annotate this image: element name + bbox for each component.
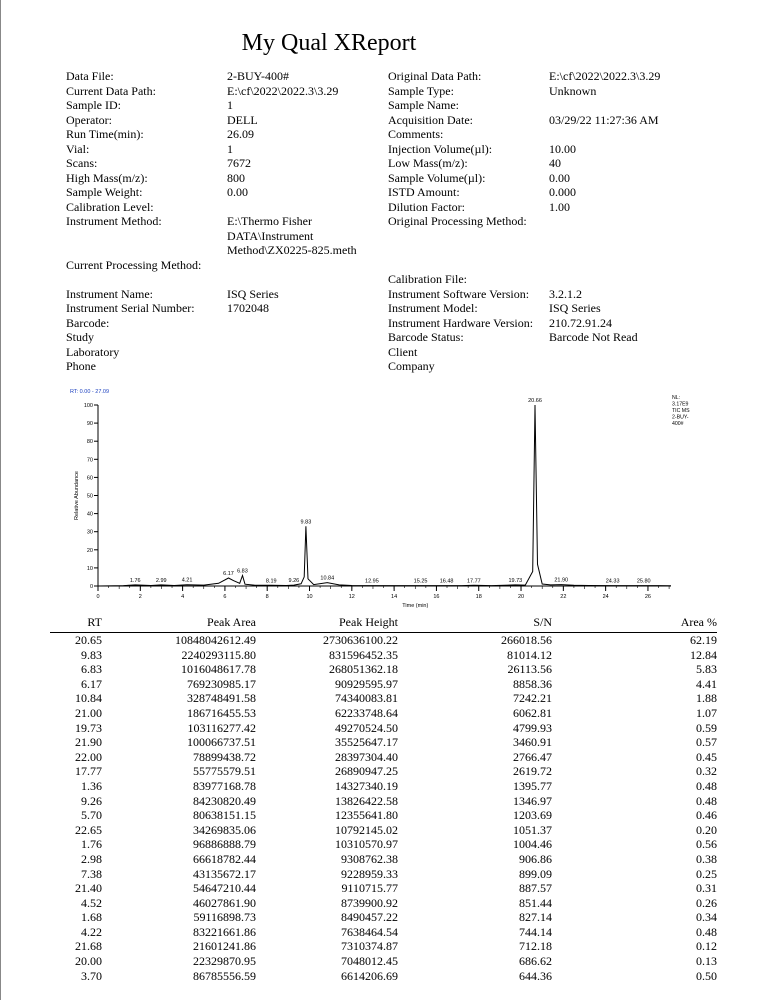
cell-peak-height: 74340083.81: [335, 691, 398, 706]
y-tick-label: 90: [86, 421, 93, 428]
cell-peak-height: 10792145.02: [335, 822, 398, 837]
meta-label: Run Time(min):: [66, 127, 144, 141]
cell-sn: 4799.93: [513, 720, 552, 735]
cell-peak-height: 8739900.92: [341, 895, 398, 910]
meta-label: [66, 229, 201, 244]
peak-label: 16.48: [439, 578, 454, 585]
cell-peak-height: 13826422.58: [335, 793, 398, 808]
y-tick-label: 100: [83, 403, 93, 409]
rt-range-label: RT: 0.00 - 27.09: [70, 389, 110, 395]
meta-label: Vial:: [66, 141, 90, 156]
meta-left-labels: [66, 69, 201, 374]
meta-value: 40: [549, 156, 561, 170]
nl-info-line: NL:: [672, 395, 681, 401]
peak-label: 9.83: [300, 519, 312, 526]
cell-peak-area: 34269835.06: [193, 822, 256, 837]
meta-value: 3.2.1.2: [549, 286, 582, 301]
cell-peak-area: 84230820.49: [193, 793, 256, 808]
table-row: [50, 633, 717, 648]
meta-right-labels: [388, 69, 533, 374]
meta-value: 1.00: [549, 199, 570, 214]
cell-rt: 19.73: [75, 720, 102, 735]
cell-rt: 17.77: [75, 764, 102, 779]
meta-label: Sample Type:: [388, 83, 454, 98]
table-row: [50, 808, 717, 823]
meta-value: Barcode Not Read: [549, 330, 638, 344]
cell-peak-height: 14327340.19: [335, 778, 398, 793]
peak-label: 17.77: [466, 578, 481, 585]
x-tick-label: 8: [265, 594, 269, 600]
table-row: [50, 750, 717, 765]
meta-value: 03/29/22 11:27:36 AM: [549, 112, 659, 127]
cell-peak-height: 2730636100.22: [323, 633, 398, 647]
meta-value: 1702048: [227, 301, 269, 315]
cell-sn: 8858.36: [513, 676, 552, 691]
meta-label: Sample Weight:: [66, 185, 143, 199]
cell-peak-area: 83221661.86: [193, 924, 256, 939]
cell-area-pct: 0.32: [696, 764, 717, 779]
meta-value: [549, 127, 660, 142]
meta-value: 7672: [227, 156, 251, 170]
peak-table-body: [50, 633, 717, 984]
cell-sn: 686.62: [519, 954, 552, 969]
report-title: [0, 30, 758, 57]
cell-rt: 22.00: [75, 749, 102, 764]
meta-value: [227, 258, 357, 273]
cell-peak-height: 28397304.40: [335, 749, 398, 764]
cell-area-pct: 0.50: [696, 968, 717, 983]
cell-rt: 21.40: [75, 881, 102, 896]
meta-label: Dilution Factor:: [388, 199, 465, 214]
meta-label: Phone: [66, 359, 96, 373]
y-axis-label: Relative Abundance: [74, 471, 80, 520]
cell-peak-area: 80638151.15: [193, 808, 256, 823]
cell-rt: 7.38: [81, 866, 102, 881]
meta-label: Instrument Name:: [66, 286, 153, 301]
meta-label: Acquisition Date:: [388, 112, 473, 127]
meta-label: [66, 243, 201, 258]
y-tick-label: 80: [86, 439, 93, 446]
cell-peak-height: 90929595.97: [335, 676, 398, 691]
meta-value: E:\cf\2022\2022.3\3.29: [227, 83, 339, 98]
meta-value: 800: [227, 170, 245, 185]
peak-label: 24.33: [605, 578, 620, 585]
x-tick-label: 26: [644, 594, 652, 600]
cell-peak-area: 86785556.59: [193, 968, 256, 983]
cell-peak-height: 9308762.38: [341, 851, 398, 866]
meta-label: Instrument Hardware Version:: [388, 315, 534, 330]
header-rt: RT: [87, 614, 102, 629]
cell-rt: 4.52: [81, 895, 102, 910]
meta-value: DELL: [227, 112, 258, 127]
nl-info-line: 2-BUY-: [672, 414, 689, 421]
x-tick-label: 12: [348, 594, 355, 600]
cell-area-pct: 5.83: [696, 662, 717, 677]
cell-peak-area: 59116898.73: [193, 910, 256, 925]
cell-sn: 827.14: [519, 910, 552, 925]
cell-peak-height: 6614206.69: [341, 968, 398, 983]
meta-value: 0.000: [549, 185, 576, 199]
meta-value: [549, 243, 660, 258]
x-tick-label: 4: [181, 594, 185, 600]
meta-label: Barcode Status:: [388, 330, 464, 344]
meta-label: Operator:: [66, 112, 112, 127]
peak-label: 2.99: [155, 577, 167, 584]
cell-peak-height: 7048012.45: [341, 954, 398, 969]
cell-peak-height: 12355641.80: [335, 808, 398, 823]
table-row: [50, 837, 717, 852]
meta-label: [388, 229, 533, 244]
cell-rt: 5.70: [81, 808, 102, 823]
cell-rt: 1.68: [81, 910, 102, 925]
meta-label: Instrument Software Version:: [388, 286, 530, 301]
cell-peak-area: 769230985.17: [187, 676, 256, 691]
nl-info-line: 400#: [672, 421, 684, 427]
x-tick-label: 0: [96, 594, 100, 600]
cell-rt: 21.90: [75, 735, 102, 750]
cell-sn: 887.57: [519, 881, 552, 896]
cell-peak-height: 9110715.77: [341, 881, 398, 896]
cell-peak-area: 10848042612.49: [175, 633, 256, 647]
table-row: [50, 867, 717, 882]
cell-peak-area: 186716455.53: [187, 705, 256, 720]
cell-area-pct: 0.48: [696, 778, 717, 793]
cell-peak-area: 22329870.95: [193, 954, 256, 969]
cell-rt: 1.76: [81, 837, 102, 852]
cell-sn: 6062.81: [513, 705, 552, 720]
cell-sn: 899.09: [519, 866, 552, 881]
cell-peak-area: 43135672.17: [193, 866, 256, 881]
meta-label: Low Mass(m/z):: [388, 156, 468, 170]
y-tick-label: 40: [86, 511, 93, 518]
table-row: [50, 794, 717, 809]
table-row: [50, 691, 717, 706]
header-area-pct: Area %: [680, 614, 717, 629]
peak-label: 4.21: [181, 577, 193, 584]
x-tick-label: 10: [306, 594, 313, 600]
cell-area-pct: 62.19: [690, 633, 717, 647]
meta-label: Barcode:: [66, 315, 110, 330]
peak-label: 8.19: [265, 578, 277, 585]
cell-peak-area: 1016048617.78: [181, 662, 256, 677]
cell-sn: 644.36: [519, 968, 552, 983]
meta-label: Original Processing Method:: [388, 214, 527, 228]
cell-sn: 266018.56: [501, 633, 552, 647]
cell-sn: 81014.12: [507, 647, 552, 662]
meta-label: Data File:: [66, 69, 114, 83]
x-tick-label: 2: [138, 594, 142, 600]
cell-area-pct: 1.88: [696, 691, 717, 706]
cell-rt: 4.22: [81, 924, 102, 939]
y-tick-label: 70: [86, 457, 93, 464]
meta-label: Current Processing Method:: [66, 257, 202, 272]
meta-value: [549, 272, 660, 287]
chromatogram-chart: [58, 385, 698, 610]
meta-label: High Mass(m/z):: [66, 170, 148, 185]
cell-peak-height: 268051362.18: [329, 662, 398, 677]
x-tick-label: 18: [475, 594, 482, 600]
meta-label: Scans:: [66, 156, 98, 170]
cell-peak-height: 26890947.25: [335, 764, 398, 779]
cell-sn: 7242.21: [513, 691, 552, 706]
cell-area-pct: 0.38: [696, 851, 717, 866]
table-row: [50, 969, 717, 984]
cell-rt: 6.83: [81, 662, 102, 677]
meta-value: [549, 258, 660, 273]
meta-value: 26.09: [227, 127, 254, 141]
table-row: [50, 735, 717, 750]
cell-peak-area: 83977168.78: [193, 778, 256, 793]
x-tick-label: 22: [560, 594, 567, 600]
cell-sn: 2766.47: [513, 749, 552, 764]
y-tick-label: 50: [86, 493, 93, 500]
peak-label: 10.84: [320, 575, 335, 582]
nl-info-line: 3.17E9: [672, 401, 689, 408]
cell-rt: 6.17: [81, 676, 102, 691]
meta-value: [227, 316, 357, 331]
table-row: [50, 662, 717, 677]
cell-peak-area: 328748491.58: [187, 691, 256, 706]
peak-label: 9.26: [288, 578, 300, 585]
meta-value: 1: [227, 141, 233, 156]
cell-peak-height: 7310374.87: [341, 939, 398, 954]
cell-area-pct: 0.13: [696, 954, 717, 969]
cell-peak-area: 78899438.72: [193, 749, 256, 764]
page-border: [0, 0, 1, 1000]
peak-table-header-row: [50, 614, 717, 633]
cell-rt: 9.83: [81, 647, 102, 662]
meta-value: [227, 345, 357, 360]
meta-value: 0.00: [227, 185, 248, 199]
cell-area-pct: 0.56: [696, 837, 717, 852]
cell-rt: 10.84: [75, 691, 102, 706]
peak-label: 15.25: [413, 578, 428, 585]
meta-label: Laboratory: [66, 344, 120, 359]
cell-sn: 3460.91: [513, 735, 552, 750]
cell-area-pct: 0.34: [696, 910, 717, 925]
table-row: [50, 823, 717, 838]
cell-peak-height: 35525647.17: [335, 735, 398, 750]
table-row: [50, 896, 717, 911]
cell-area-pct: 0.48: [696, 924, 717, 939]
cell-peak-area: 100066737.51: [187, 735, 256, 750]
nl-info-line: TIC MS: [672, 408, 690, 414]
cell-peak-area: 54647210.44: [193, 881, 256, 896]
cell-peak-height: 10310570.97: [335, 837, 398, 852]
cell-peak-area: 21601241.86: [193, 939, 256, 954]
meta-value: 10.00: [549, 141, 576, 156]
meta-label: Instrument Model:: [388, 301, 478, 315]
meta-value: 0.00: [549, 170, 570, 185]
y-tick-label: 30: [86, 529, 93, 536]
cell-area-pct: 0.45: [696, 749, 717, 764]
meta-label: Instrument Method:: [66, 214, 162, 228]
peak-label: 1.76: [129, 577, 141, 584]
cell-sn: 1004.46: [513, 837, 552, 852]
meta-value: 2-BUY-400#: [227, 69, 289, 83]
table-row: [50, 677, 717, 692]
y-tick-label: 60: [86, 475, 93, 482]
cell-area-pct: 12.84: [690, 647, 717, 662]
cell-rt: 3.70: [81, 968, 102, 983]
cell-area-pct: 0.46: [696, 808, 717, 823]
y-tick-label: 10: [86, 565, 93, 572]
cell-sn: 1395.77: [513, 778, 552, 793]
x-tick-label: 24: [602, 594, 609, 600]
cell-area-pct: 0.20: [696, 822, 717, 837]
meta-value: E:\cf\2022\2022.3\3.29: [549, 69, 661, 83]
tic-trace: [98, 405, 671, 586]
peak-label: 6.17: [223, 571, 234, 578]
meta-label: Sample Volume(µl):: [388, 170, 486, 185]
meta-label: Sample ID:: [66, 98, 121, 112]
meta-left-values: [227, 69, 357, 374]
cell-rt: 9.26: [81, 793, 102, 808]
cell-peak-height: 7638464.54: [341, 924, 398, 939]
cell-sn: 26113.56: [507, 662, 552, 677]
cell-sn: 712.18: [519, 939, 552, 954]
header-peak-area: Peak Area: [207, 614, 256, 629]
meta-value: [549, 345, 660, 360]
meta-value: E:\Thermo Fisher: [227, 214, 312, 228]
cell-area-pct: 1.07: [696, 705, 717, 720]
cell-rt: 1.36: [81, 778, 102, 793]
cell-area-pct: 0.26: [696, 895, 717, 910]
table-row: [50, 954, 717, 969]
meta-value: [549, 359, 660, 374]
meta-value: [227, 272, 357, 287]
meta-label: ISTD Amount:: [388, 185, 460, 199]
x-axis-label: Time (min): [402, 603, 429, 609]
table-row: [50, 881, 717, 896]
table-row: [50, 648, 717, 663]
table-row: [50, 779, 717, 794]
cell-area-pct: 0.12: [696, 939, 717, 954]
cell-peak-area: 96886888.79: [193, 837, 256, 852]
cell-rt: 22.65: [75, 822, 102, 837]
table-row: [50, 721, 717, 736]
cell-peak-area: 2240293115.80: [181, 647, 256, 662]
meta-label: Study: [66, 330, 95, 344]
meta-value: ISQ Series: [227, 286, 279, 301]
y-tick-label: 0: [89, 584, 93, 590]
meta-label: Original Data Path:: [388, 69, 482, 83]
cell-area-pct: 0.57: [696, 735, 717, 750]
meta-label: Company: [388, 359, 435, 373]
x-tick-label: 16: [433, 594, 440, 600]
x-tick-label: 6: [223, 594, 227, 600]
peak-label: 25.80: [636, 578, 651, 585]
meta-label: Calibration Level:: [66, 199, 154, 214]
cell-sn: 2619.72: [513, 764, 552, 779]
cell-peak-height: 62233748.64: [335, 705, 398, 720]
cell-area-pct: 0.48: [696, 793, 717, 808]
cell-area-pct: 0.25: [696, 866, 717, 881]
meta-label: Current Data Path:: [66, 83, 156, 98]
table-row: [50, 925, 717, 940]
cell-peak-height: 9228959.33: [341, 866, 398, 881]
meta-label: [388, 243, 533, 258]
peak-label: 21.90: [554, 577, 569, 584]
meta-value: 210.72.91.24: [549, 315, 612, 330]
cell-rt: 21.00: [75, 705, 102, 720]
meta-value: [549, 229, 660, 244]
header-peak-height: Peak Height: [339, 614, 398, 629]
table-row: [50, 764, 717, 779]
peak-table: [50, 614, 717, 983]
cell-peak-height: 49270524.50: [335, 720, 398, 735]
cell-sn: 1051.37: [513, 822, 552, 837]
cell-sn: 851.44: [519, 895, 552, 910]
meta-label: Client: [388, 344, 418, 359]
cell-rt: 21.68: [75, 939, 102, 954]
table-row: [50, 910, 717, 925]
cell-peak-area: 66618782.44: [193, 851, 256, 866]
meta-label: Comments:: [388, 127, 444, 141]
cell-peak-area: 46027861.90: [193, 895, 256, 910]
cell-rt: 20.00: [75, 954, 102, 969]
report-title-text: My Qual XReport: [241, 30, 417, 56]
meta-value: [549, 214, 660, 229]
header-sn: S/N: [533, 614, 552, 629]
meta-right-values: [549, 69, 660, 374]
x-tick-label: 20: [517, 594, 525, 600]
cell-sn: 744.14: [519, 924, 552, 939]
meta-value: Unknown: [549, 83, 597, 98]
meta-value: Method\ZX0225-825.meth: [227, 243, 357, 257]
cell-peak-area: 55775579.51: [193, 764, 256, 779]
peak-label: 12.95: [365, 578, 379, 585]
cell-area-pct: 0.31: [696, 881, 717, 896]
meta-label: Sample Name:: [388, 98, 459, 112]
meta-label: Injection Volume(µl):: [388, 141, 493, 156]
table-row: [50, 706, 717, 721]
cell-sn: 1346.97: [513, 793, 552, 808]
meta-label: [66, 272, 201, 287]
cell-peak-height: 8490457.22: [341, 910, 398, 925]
cell-peak-area: 103116277.42: [187, 720, 256, 735]
peak-label: 6.83: [237, 568, 248, 575]
x-tick-label: 14: [391, 594, 398, 600]
cell-sn: 1203.69: [513, 808, 552, 823]
meta-label: Calibration File:: [388, 272, 467, 286]
meta-label: [388, 258, 533, 273]
cell-area-pct: 4.41: [696, 676, 717, 691]
meta-value: [227, 330, 357, 345]
table-row: [50, 852, 717, 867]
cell-sn: 906.86: [519, 851, 552, 866]
meta-value: ISQ Series: [549, 301, 601, 315]
table-row: [50, 939, 717, 954]
cell-rt: 2.98: [81, 851, 102, 866]
cell-rt: 20.65: [75, 633, 102, 647]
meta-value: DATA\Instrument: [227, 228, 314, 243]
cell-peak-height: 831596452.35: [329, 647, 398, 662]
meta-value: [227, 359, 357, 374]
peak-label: 20.66: [528, 398, 542, 404]
cell-area-pct: 0.59: [696, 720, 717, 735]
peak-label: 19.73: [508, 577, 523, 584]
meta-value: [227, 200, 357, 215]
meta-label: Instrument Serial Number:: [66, 301, 195, 315]
y-tick-label: 20: [86, 547, 93, 554]
meta-value: 1: [227, 98, 233, 112]
meta-value: [549, 98, 660, 113]
